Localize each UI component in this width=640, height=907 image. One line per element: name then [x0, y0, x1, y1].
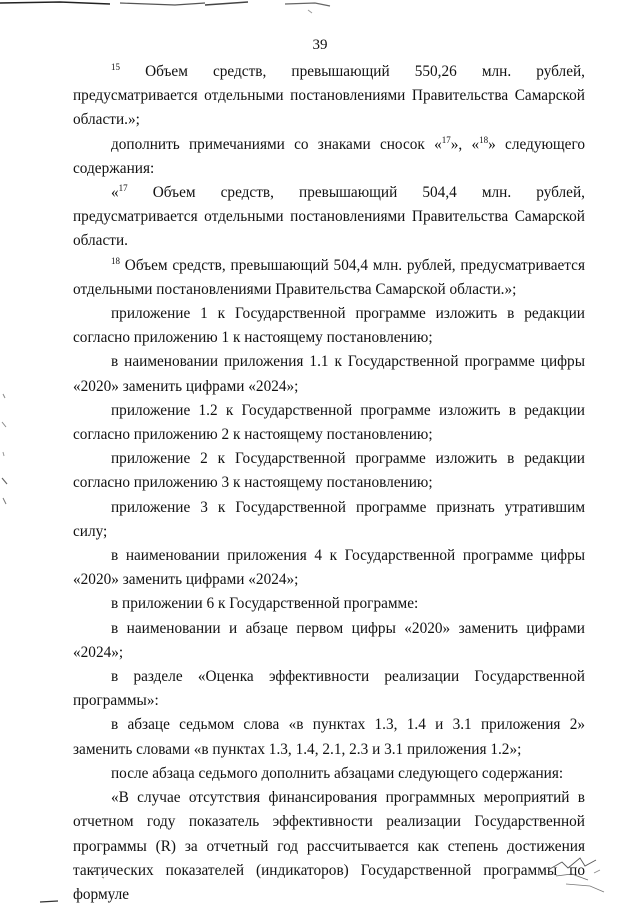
paragraph-text: Объем средств, превышающий 504,4 млн. рублей, предусматривается отдельными постановлениями Правительства Самарской области. [73, 184, 585, 250]
document-body [73, 60, 585, 907]
body-paragraph: в абзаце седьмом слова «в пунктах 1.3, 1.4 и 3.1 приложения 2» заменить словами «в пунктах 1.3, 1.4, 2.1, 2.3 и 3.1 приложения 1.2»; [73, 716, 585, 758]
paragraph-text: », « [450, 135, 480, 153]
body-paragraph: приложение 1.2 к Государственной программе изложить в редакции согласно приложению 2 к настоящему постановлению; [73, 401, 585, 444]
footnote-18-paragraph [73, 254, 585, 302]
scan-artifact-margin [0, 380, 12, 520]
paragraph-text: » следующего содержания: [73, 135, 586, 177]
footnote-17-paragraph [73, 181, 585, 254]
footnote-15-paragraph [73, 60, 585, 133]
paragraph-text: Объем средств, превышающий 504,4 млн. рублей, предусматривается отдельными постановлениями Правительства Самарской области.»; [73, 256, 585, 298]
body-paragraph: в наименовании приложения 4 к Государственной программе цифры «2020» заменить цифрами «2024»; [73, 547, 585, 589]
footnote-marker: 17 [118, 183, 128, 194]
body-paragraph: в разделе «Оценка эффективности реализации Государственной программы»: [73, 668, 585, 710]
body-paragraph: в наименовании приложения 1.1 к Государственной программе цифры «2020» заменить цифрами «2024»; [73, 353, 585, 395]
footnote-marker: 18 [111, 255, 120, 266]
quote-open: « [111, 184, 119, 202]
body-paragraph: приложение 1 к Государственной программе изложить в редакции согласно приложению 1 к настоящему постановлению; [73, 305, 585, 347]
paragraph-text: Объем средств, превышающий 550,26 млн. рублей, предусматривается отдельными постановлениями Правительства Самарской области.»; [73, 63, 585, 129]
footnote-marker: 15 [111, 62, 120, 72]
body-paragraph: «В случае отсутствия финансирования программных мероприятий в отчетном году показатель эффективности реализации Государственной программы (R) за отчетный год рассчитывается как степень достижения тактических показателей (индикаторов) Государственной программы по формуле [73, 789, 585, 903]
body-paragraph: в наименовании и абзаце первом цифры «2020» заменить цифрами «2024»; [73, 619, 585, 661]
scan-artifact-top [0, 0, 640, 14]
page-number: 39 [312, 37, 328, 53]
footnote-marker: 17 [441, 134, 451, 145]
body-paragraph: приложение 3 к Государственной программе признать утратившим силу; [73, 498, 585, 540]
body-paragraph: после абзаца седьмого дополнить абзацами следующего содержания: [111, 764, 564, 782]
footnote-marker: 18 [479, 134, 489, 145]
scan-artifact-bottom [0, 840, 640, 905]
paragraph-text: дополнить примечаниями со знаками сносок « [111, 135, 442, 153]
body-paragraph: приложение 2 к Государственной программе изложить в редакции согласно приложению 3 к настоящему постановлению; [73, 450, 585, 492]
add-footnotes-paragraph [73, 133, 585, 181]
body-paragraph: в приложении 6 к Государственной программе: [111, 595, 419, 613]
